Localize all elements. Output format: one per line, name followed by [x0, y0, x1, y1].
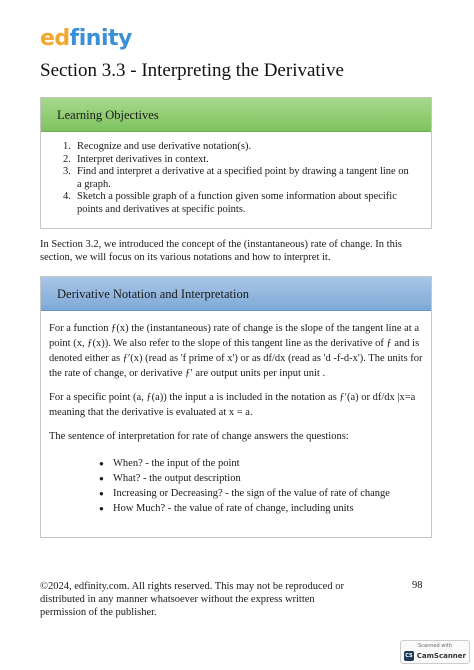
learning-objectives-list — [41, 132, 431, 217]
objective-item — [63, 191, 415, 216]
objective-number: 4. — [63, 191, 71, 203]
question-item — [99, 471, 423, 486]
copyright-footer: ©2024, edfinity.com. All rights reserved. This may not be reproduced or distributed in any manner whatsoever without the express written permission of the publisher. — [40, 581, 344, 618]
specific-point-paragraph: For a specific point (a, ƒ(a)) the input a is included in the notation as ƒ′(a) or df/dx |x=a meaning that the derivative is evaluated at x = a. — [49, 392, 416, 418]
objective-number: 3. — [63, 166, 71, 178]
question-item — [99, 501, 423, 516]
camscanner-stamp — [400, 640, 470, 664]
objective-text: Interpret derivatives in context. — [77, 153, 209, 165]
stamp-line1: Scanned with — [418, 643, 452, 649]
learning-objectives-box — [40, 97, 432, 229]
interpretation-intro: The sentence of interpretation for rate of change answers the questions: — [49, 431, 349, 442]
page-number: 98 — [412, 580, 423, 591]
objective-item — [63, 154, 415, 167]
bullet-icon: ● — [99, 474, 104, 483]
objective-text: Recognize and use derivative notation(s). — [77, 141, 252, 152]
objective-number: 2. — [63, 153, 71, 165]
logo-part-ed: ed — [40, 26, 70, 51]
stamp-line2-row — [404, 651, 466, 661]
question-text: When? - the input of the point — [113, 458, 240, 469]
derivative-notation-body — [41, 311, 431, 516]
objective-text: Find and interpret a derivative at a specified point by drawing a tangent line on a graph. — [77, 166, 409, 190]
question-text: Increasing or Decreasing? - the sign of the value of rate of change — [113, 488, 390, 499]
camscanner-icon: CS — [405, 653, 413, 659]
question-text: What? - the output description — [113, 473, 241, 484]
bullet-icon: ● — [99, 504, 104, 513]
section-title: Section 3.3 - Interpreting the Derivative — [40, 60, 344, 81]
definition-paragraph: For a function ƒ(x) the (instantaneous) rate of change is the slope of the tangent line at a point (x, ƒ(x)). We also refer to the slope of this tangent line as the derivative of ƒ and is denoted either as ƒ′(x) (read as 'f prime of x') or as df/dx (read as 'd -f-d-x'). The units for the rate of change, or derivative ƒ′ are output units per input unit . — [49, 323, 423, 379]
question-item — [99, 456, 423, 471]
objective-item — [63, 166, 415, 191]
objective-text: Sketch a possible graph of a function given some information about specific points and derivatives at specific points. — [77, 191, 397, 215]
logo-part-finity: finity — [69, 26, 132, 51]
derivative-notation-box — [40, 276, 432, 538]
bullet-icon: ● — [99, 459, 104, 468]
question-item — [99, 486, 423, 501]
question-text: How Much? - the value of rate of change, including units — [113, 503, 354, 514]
questions-list — [49, 456, 423, 516]
edfinity-logo — [40, 26, 132, 51]
learning-objectives-header: Learning Objectives — [41, 98, 431, 132]
objective-number: 1. — [63, 141, 71, 152]
derivative-notation-header: Derivative Notation and Interpretation — [41, 277, 431, 311]
stamp-line2: CamScanner — [416, 652, 466, 660]
bullet-icon: ● — [99, 489, 104, 498]
objective-item — [63, 141, 415, 154]
intro-paragraph: In Section 3.2, we introduced the concept of the (instantaneous) rate of change. In this section, we will focus on its various notations and how to interpret it. — [40, 239, 402, 263]
